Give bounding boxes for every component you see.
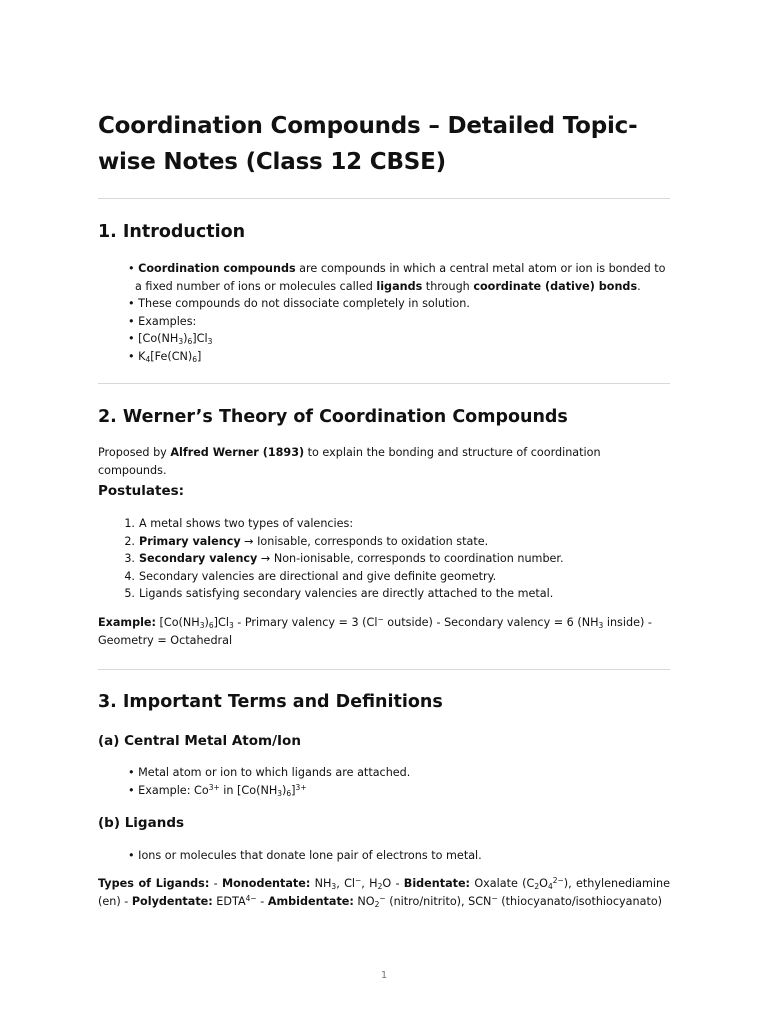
postulates-list bbox=[120, 515, 668, 603]
werner-example: Example: $[Co(NH_3)_6]Cl_3$ - Primary valency = 3 (Cl− outside) - Secondary valency = 6 ($NH_3$ inside) - Geometry = Octahedral bbox=[98, 615, 652, 647]
divider bbox=[98, 383, 670, 384]
ligands-list bbox=[128, 847, 668, 865]
page-title: Coordination Compounds – Detailed Topic-wise Notes (Class 12 CBSE) bbox=[98, 113, 638, 175]
list-item: • Examples: bbox=[128, 313, 668, 331]
subheading-ligands: (b) Ligands bbox=[98, 815, 185, 831]
list-item: 4. Secondary valencies are directional and give definite geometry. bbox=[124, 569, 497, 583]
list-item: 3. Secondary valency → Non-ionisable, corresponds to coordination number. bbox=[124, 552, 564, 566]
list-item: • Coordination compounds are compounds in which a central metal atom or ion is bonded to a fixed number of ions or molecules called ligands through coordinate (dative) bonds. bbox=[128, 260, 668, 295]
divider bbox=[98, 669, 670, 670]
section-heading-werner: 2. Werner’s Theory of Coordination Compounds bbox=[98, 407, 568, 427]
list-item: • Metal atom or ion to which ligands are attached. bbox=[128, 764, 668, 782]
list-item: • $K_4[Fe(CN)_6]$ bbox=[128, 348, 668, 366]
list-item: 1. A metal shows two types of valencies: bbox=[124, 517, 354, 530]
list-item: 2. Primary valency → Ionisable, corresponds to oxidation state. bbox=[124, 534, 489, 548]
postulates-heading: Postulates: bbox=[98, 483, 185, 499]
central-metal-list bbox=[128, 764, 668, 799]
section-heading-introduction: 1. Introduction bbox=[98, 222, 246, 242]
subheading-central-metal: (a) Central Metal Atom/Ion bbox=[98, 733, 301, 749]
list-item: • Example: $Co^{3+}$ in $[Co(NH_3)_6]^{3+}$ bbox=[128, 782, 668, 800]
list-item: 5. Ligands satisfying secondary valencies are directly attached to the metal. bbox=[124, 587, 554, 601]
list-item: • $[Co(NH_3)_6]Cl_3$ bbox=[128, 330, 668, 348]
list-item: • These compounds do not dissociate completely in solution. bbox=[128, 295, 668, 313]
page-number: 1 bbox=[380, 970, 388, 981]
section-heading-terms: 3. Important Terms and Definitions bbox=[98, 692, 443, 712]
divider bbox=[98, 198, 670, 199]
ligand-types: Types of Ligands: - Monodentate: $NH_3$, Cl−, $H_2O$ - Bidentate: Oxalate $(C_2O_4^{2-})$, ethylenediamine (en) - Polydentate: $EDTA^{4-}$ - Ambidentate: $NO_2^-$ (nitro/nitrito), SCN− (thiocyanato/isothiocyanato) bbox=[98, 876, 670, 909]
introduction-list bbox=[128, 260, 668, 366]
werner-intro: Proposed by Alfred Werner (1893) to explain the bonding and structure of coordination compounds. bbox=[98, 446, 601, 477]
list-item: • Ions or molecules that donate lone pair of electrons to metal. bbox=[128, 847, 668, 865]
